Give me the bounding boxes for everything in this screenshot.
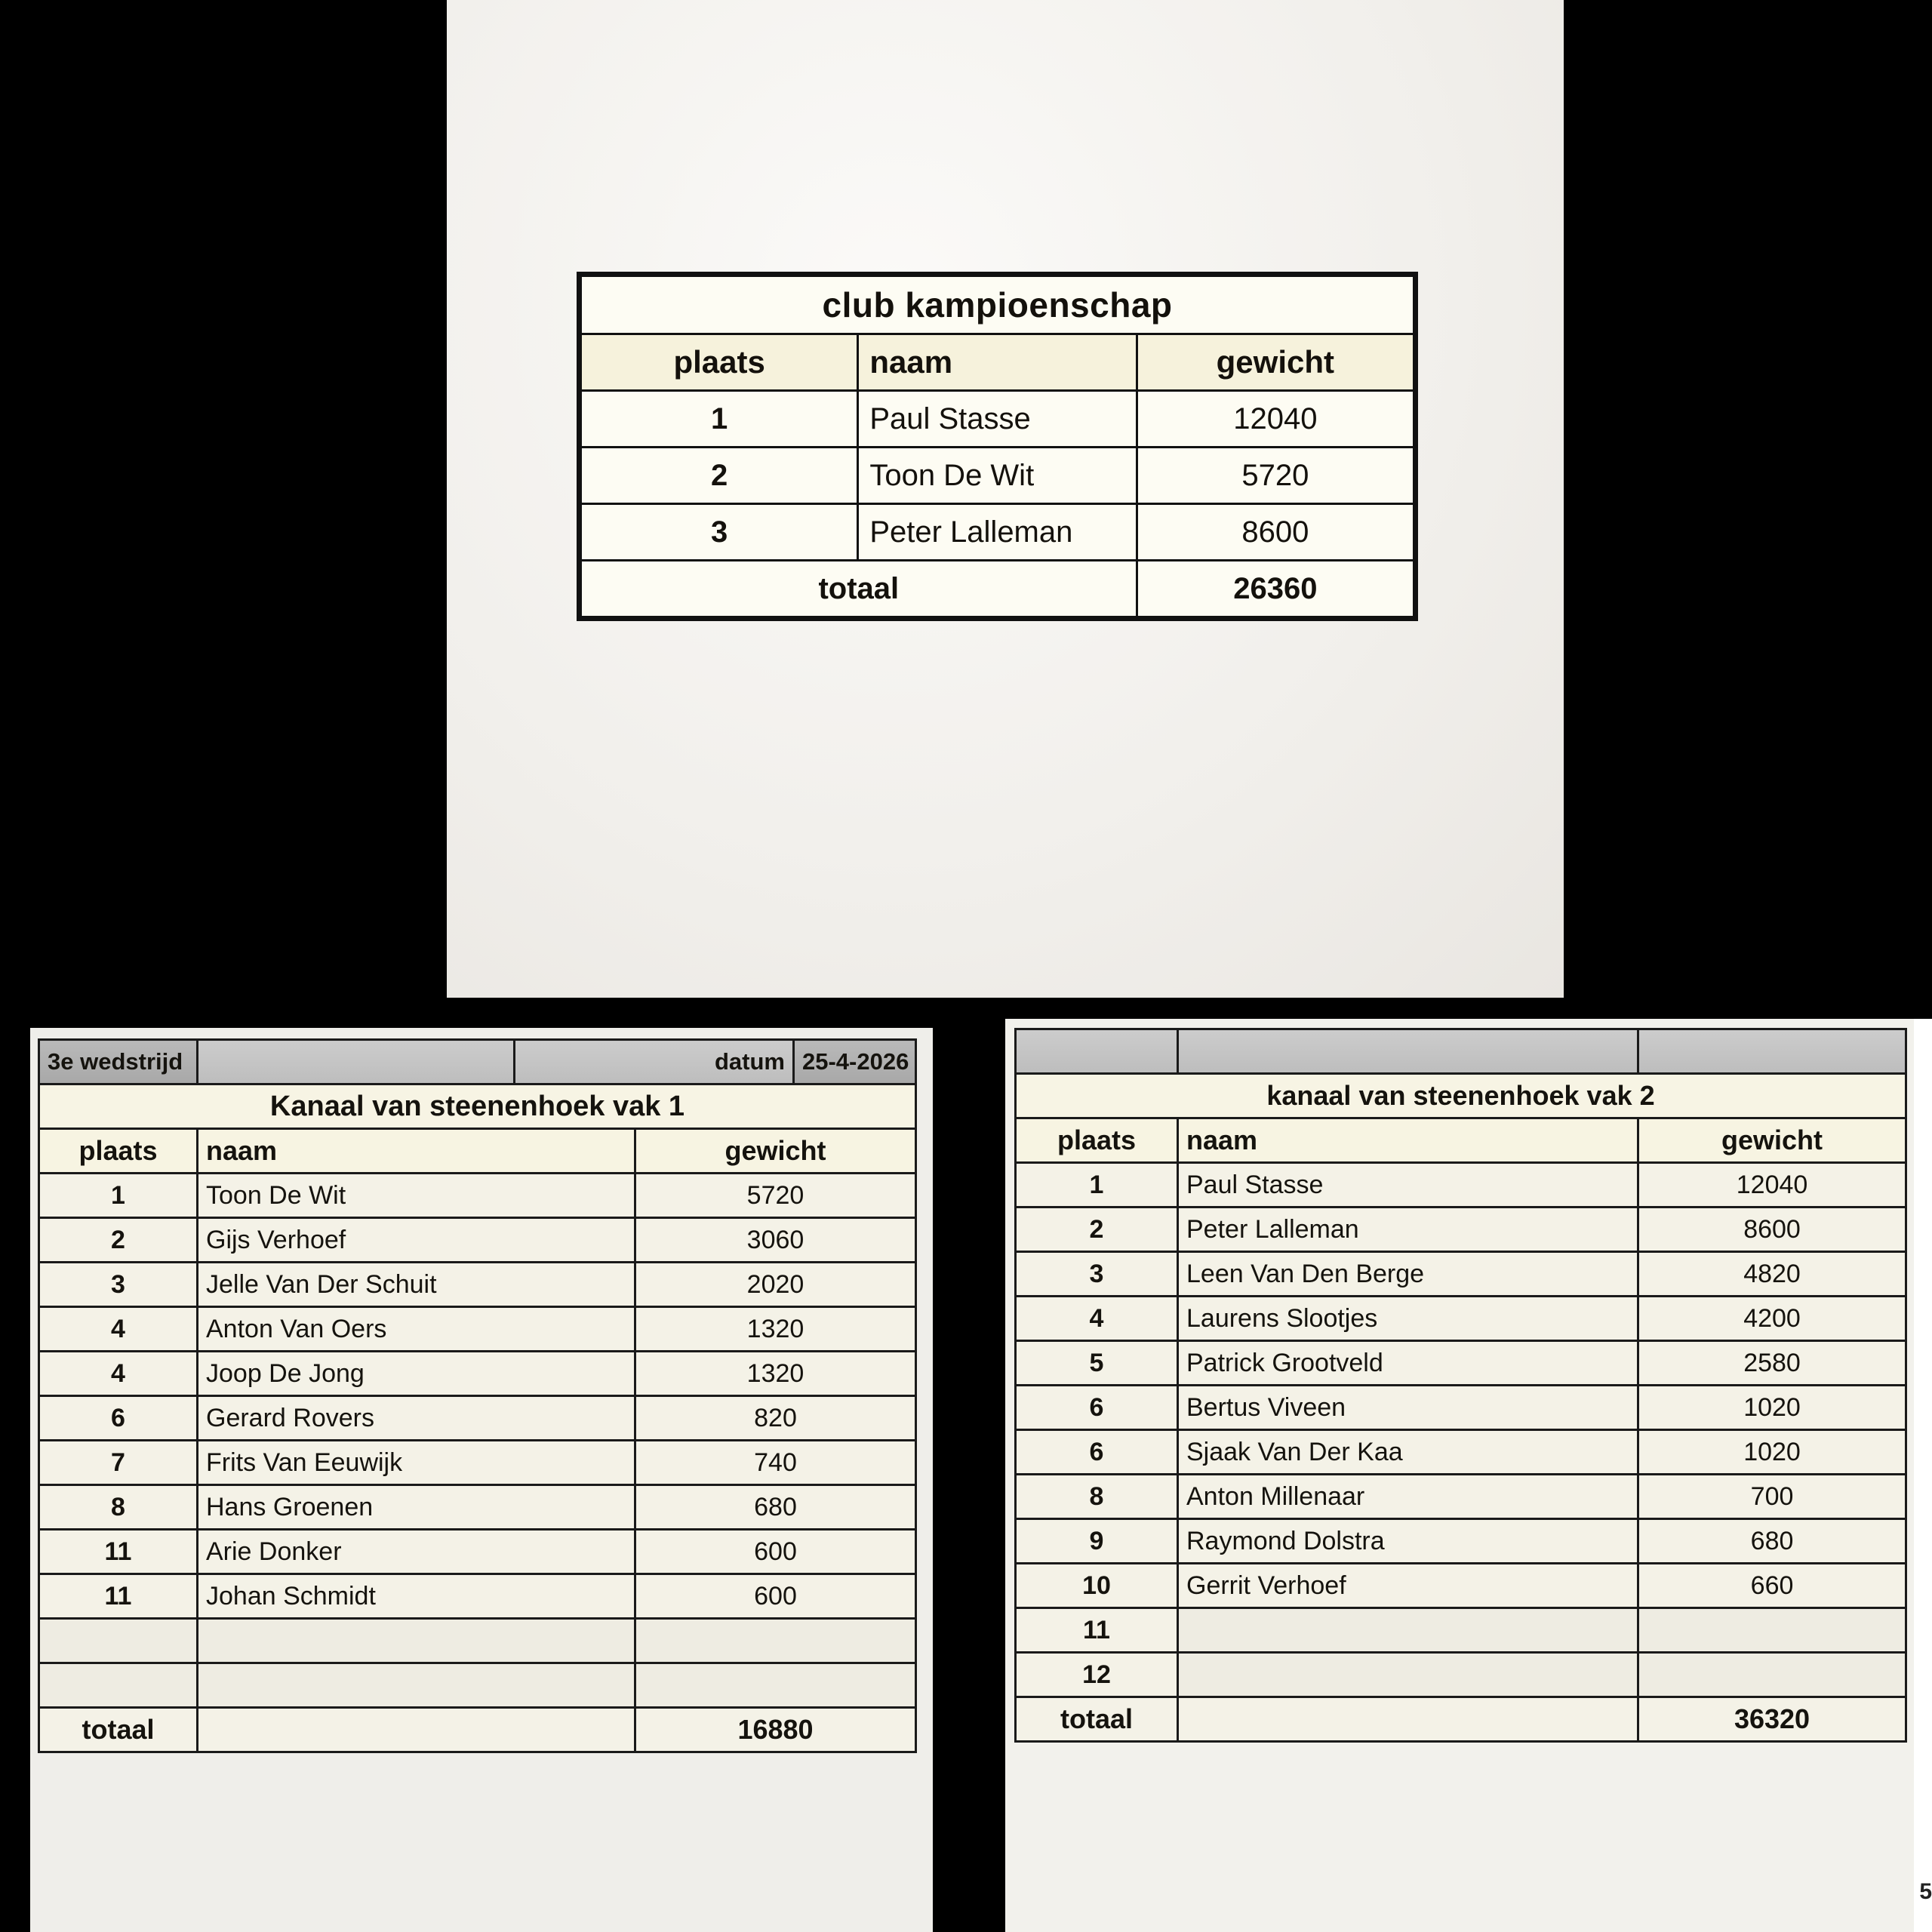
cell-plaats: 1 xyxy=(1016,1163,1178,1208)
table-title-row xyxy=(580,275,1416,334)
cell-plaats: 2 xyxy=(580,448,858,504)
table-row xyxy=(580,504,1416,561)
cell-plaats: 3 xyxy=(580,504,858,561)
meta-row xyxy=(39,1040,916,1084)
total-value: 16880 xyxy=(635,1708,916,1752)
cell-gewicht: 1020 xyxy=(1638,1386,1906,1430)
page-edge-strip xyxy=(1914,1019,1932,1932)
total-value: 36320 xyxy=(1638,1697,1906,1742)
cell-naam: Paul Stasse xyxy=(858,391,1137,448)
table-row xyxy=(39,1218,916,1263)
results-table-vak2 xyxy=(1014,1028,1907,1743)
datum-value: 25-4-2026 xyxy=(794,1040,916,1084)
column-header-plaats: plaats xyxy=(1016,1118,1178,1163)
cell-plaats: 3 xyxy=(39,1263,198,1307)
edge-marker-number: 5 xyxy=(1919,1879,1932,1904)
cell-naam: Toon De Wit xyxy=(198,1174,635,1218)
cell-naam: Laurens Slootjes xyxy=(1178,1297,1638,1341)
cell-gewicht: 5720 xyxy=(635,1174,916,1218)
column-header-gewicht: gewicht xyxy=(1638,1118,1906,1163)
cell-plaats: 11 xyxy=(39,1574,198,1619)
cell-naam: Gerard Rovers xyxy=(198,1396,635,1441)
cell-naam: Hans Groenen xyxy=(198,1485,635,1530)
cell-gewicht: 4820 xyxy=(1638,1252,1906,1297)
cell-naam: Gerrit Verhoef xyxy=(1178,1564,1638,1608)
cell-naam: Paul Stasse xyxy=(1178,1163,1638,1208)
table-row xyxy=(1016,1519,1906,1564)
table-row xyxy=(39,1307,916,1352)
table-row xyxy=(1016,1341,1906,1386)
cell-plaats: 1 xyxy=(580,391,858,448)
cell-plaats: 9 xyxy=(1016,1519,1178,1564)
cell-gewicht: 12040 xyxy=(1638,1163,1906,1208)
meta-cell-left xyxy=(1016,1029,1178,1074)
results-table-vak1 xyxy=(38,1038,917,1753)
match-results-vak2-panel xyxy=(1005,1019,1932,1932)
cell-naam: Joop De Jong xyxy=(198,1352,635,1396)
cell-naam xyxy=(198,1663,635,1708)
location-title-row xyxy=(1016,1074,1906,1118)
column-header-plaats: plaats xyxy=(580,334,858,391)
datum-label: datum xyxy=(515,1040,794,1084)
cell-gewicht: 820 xyxy=(635,1396,916,1441)
table-row xyxy=(39,1530,916,1574)
cell-plaats: 4 xyxy=(1016,1297,1178,1341)
table-row xyxy=(39,1352,916,1396)
match-results-vak1-panel xyxy=(30,1028,933,1932)
cell-naam: Leen Van Den Berge xyxy=(1178,1252,1638,1297)
table-row xyxy=(39,1485,916,1530)
cell-naam: Gijs Verhoef xyxy=(198,1218,635,1263)
cell-gewicht: 600 xyxy=(635,1574,916,1619)
column-header-plaats: plaats xyxy=(39,1129,198,1174)
cell-gewicht: 2020 xyxy=(635,1263,916,1307)
cell-plaats: 6 xyxy=(1016,1430,1178,1475)
cell-gewicht: 5720 xyxy=(1137,448,1415,504)
cell-naam: Raymond Dolstra xyxy=(1178,1519,1638,1564)
cell-plaats: 10 xyxy=(1016,1564,1178,1608)
location-title-row xyxy=(39,1084,916,1129)
cell-plaats: 11 xyxy=(1016,1608,1178,1653)
table-row xyxy=(1016,1252,1906,1297)
total-spacer-cell xyxy=(1178,1697,1638,1742)
column-header-naam: naam xyxy=(858,334,1137,391)
cell-gewicht: 1020 xyxy=(1638,1430,1906,1475)
cell-gewicht: 3060 xyxy=(635,1218,916,1263)
table-row xyxy=(1016,1297,1906,1341)
table-row-empty xyxy=(39,1619,916,1663)
table-row xyxy=(1016,1430,1906,1475)
cell-naam: Anton Van Oers xyxy=(198,1307,635,1352)
table-row xyxy=(39,1174,916,1218)
cell-plaats: 4 xyxy=(39,1307,198,1352)
cell-plaats: 12 xyxy=(1016,1653,1178,1697)
cell-gewicht: 8600 xyxy=(1638,1208,1906,1252)
cell-naam xyxy=(1178,1608,1638,1653)
cell-gewicht: 12040 xyxy=(1137,391,1415,448)
club-championship-title: club kampioenschap xyxy=(580,275,1416,334)
total-label: totaal xyxy=(39,1708,198,1752)
cell-naam: Peter Lalleman xyxy=(858,504,1137,561)
column-header-gewicht: gewicht xyxy=(635,1129,916,1174)
cell-naam: Johan Schmidt xyxy=(198,1574,635,1619)
table-row-empty xyxy=(39,1663,916,1708)
table-header-row xyxy=(1016,1118,1906,1163)
cell-naam xyxy=(198,1619,635,1663)
cell-gewicht: 600 xyxy=(635,1530,916,1574)
wedstrijd-label: 3e wedstrijd xyxy=(39,1040,198,1084)
column-header-gewicht: gewicht xyxy=(1137,334,1415,391)
location-title-vak2: kanaal van steenenhoek vak 2 xyxy=(1016,1074,1906,1118)
total-label: totaal xyxy=(580,561,1137,619)
cell-plaats: 2 xyxy=(39,1218,198,1263)
cell-plaats: 8 xyxy=(1016,1475,1178,1519)
cell-plaats xyxy=(39,1663,198,1708)
cell-naam: Frits Van Eeuwijk xyxy=(198,1441,635,1485)
cell-naam: Jelle Van Der Schuit xyxy=(198,1263,635,1307)
cell-plaats: 3 xyxy=(1016,1252,1178,1297)
photo-paper-background xyxy=(447,0,1564,998)
table-row xyxy=(39,1396,916,1441)
meta-spacer-cell xyxy=(198,1040,515,1084)
table-total-row xyxy=(1016,1697,1906,1742)
table-row xyxy=(1016,1475,1906,1519)
cell-plaats: 11 xyxy=(39,1530,198,1574)
cell-gewicht: 1320 xyxy=(635,1307,916,1352)
table-row xyxy=(39,1441,916,1485)
cell-plaats: 1 xyxy=(39,1174,198,1218)
cell-naam: Arie Donker xyxy=(198,1530,635,1574)
location-title-vak1: Kanaal van steenenhoek vak 1 xyxy=(39,1084,916,1129)
cell-plaats xyxy=(39,1619,198,1663)
total-spacer-cell xyxy=(198,1708,635,1752)
table-row xyxy=(39,1263,916,1307)
cell-gewicht xyxy=(1638,1608,1906,1653)
table-header-row xyxy=(580,334,1416,391)
cell-gewicht: 680 xyxy=(1638,1519,1906,1564)
cell-gewicht: 660 xyxy=(1638,1564,1906,1608)
cell-naam: Patrick Grootveld xyxy=(1178,1341,1638,1386)
total-label: totaal xyxy=(1016,1697,1178,1742)
cell-naam: Anton Millenaar xyxy=(1178,1475,1638,1519)
table-row xyxy=(580,448,1416,504)
cell-gewicht xyxy=(635,1663,916,1708)
cell-gewicht: 680 xyxy=(635,1485,916,1530)
cell-plaats: 4 xyxy=(39,1352,198,1396)
cell-gewicht: 8600 xyxy=(1137,504,1415,561)
club-championship-table xyxy=(577,272,1418,621)
cell-naam: Bertus Viveen xyxy=(1178,1386,1638,1430)
cell-plaats: 7 xyxy=(39,1441,198,1485)
table-row xyxy=(1016,1564,1906,1608)
column-header-naam: naam xyxy=(198,1129,635,1174)
total-value: 26360 xyxy=(1137,561,1415,619)
meta-cell-right xyxy=(1638,1029,1906,1074)
table-row xyxy=(1016,1208,1906,1252)
cell-plaats: 6 xyxy=(1016,1386,1178,1430)
table-row-empty xyxy=(1016,1608,1906,1653)
cell-gewicht xyxy=(1638,1653,1906,1697)
table-row xyxy=(39,1574,916,1619)
cell-gewicht xyxy=(635,1619,916,1663)
cell-gewicht: 700 xyxy=(1638,1475,1906,1519)
table-row-empty xyxy=(1016,1653,1906,1697)
table-header-row xyxy=(39,1129,916,1174)
cell-naam: Peter Lalleman xyxy=(1178,1208,1638,1252)
cell-plaats: 2 xyxy=(1016,1208,1178,1252)
club-championship-photo-panel xyxy=(447,0,1564,998)
cell-gewicht: 4200 xyxy=(1638,1297,1906,1341)
cell-naam: Toon De Wit xyxy=(858,448,1137,504)
cell-naam: Sjaak Van Der Kaa xyxy=(1178,1430,1638,1475)
cell-gewicht: 2580 xyxy=(1638,1341,1906,1386)
table-row xyxy=(1016,1163,1906,1208)
table-total-row xyxy=(39,1708,916,1752)
cell-plaats: 5 xyxy=(1016,1341,1178,1386)
cell-naam xyxy=(1178,1653,1638,1697)
table-total-row xyxy=(580,561,1416,619)
cell-gewicht: 740 xyxy=(635,1441,916,1485)
column-header-naam: naam xyxy=(1178,1118,1638,1163)
meta-cell-center xyxy=(1178,1029,1638,1074)
cell-plaats: 8 xyxy=(39,1485,198,1530)
table-row xyxy=(1016,1386,1906,1430)
meta-row xyxy=(1016,1029,1906,1074)
cell-plaats: 6 xyxy=(39,1396,198,1441)
table-row xyxy=(580,391,1416,448)
cell-gewicht: 1320 xyxy=(635,1352,916,1396)
